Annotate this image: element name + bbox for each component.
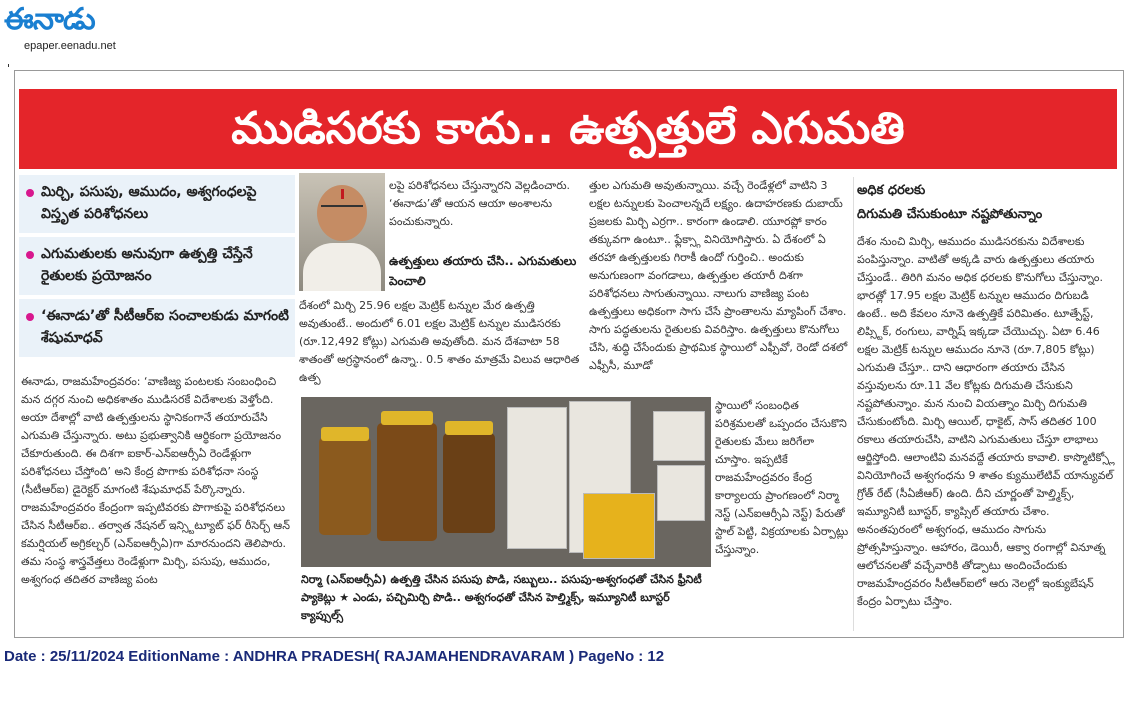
products-photo	[301, 397, 711, 567]
right-subhead-line-1: అధిక ధరలకు	[857, 183, 926, 198]
column-2-subhead-text: ఉత్పత్తులు తయారు చేసి.. ఎగుమతులు పెంచాలి	[389, 254, 577, 288]
column-2-body-text: దేశంలో మిర్చి 25.96 లక్షల మెట్రిక్ టన్నుల మేర ఉత్పత్తి అవుతుంటే.. అందులో 6.01 లక్షల మెట్రిక్ టన్నుల ముడిసరకు (రూ.12,492 కోట్లు) ఎగుమతి అవుతోంది. మన దేశవాటా 58 శాతంతో అగ్రస్థానంలో ఉన్నా.. 0.5 శాతం మాత్రమే విలువ ఆధారిత ఉత్ప	[299, 299, 580, 384]
highlight-item	[19, 237, 295, 295]
box-image	[657, 465, 705, 521]
article-column-1	[21, 373, 293, 631]
photo-glasses	[321, 205, 363, 215]
article-column-2-top	[389, 177, 585, 249]
jar-lid-image	[321, 427, 369, 441]
article-column-2-body	[299, 297, 585, 393]
box-image	[653, 411, 705, 461]
highlight-text: ‘ఈనాడు’తో సీటీఆర్ఐ సంచాలకుడు మాగంటి శేషుమాధవ్	[41, 308, 289, 346]
jar-image	[319, 437, 371, 535]
highlight-text: ఎగుమతులకు అనువుగా ఉత్పత్తి చేస్తేనే రైతులకు ప్రయోజనం	[41, 246, 253, 284]
highlight-item	[19, 175, 295, 233]
article-column-3	[589, 177, 851, 395]
highlight-text: మిర్చి, పసుపు, ఆముదం, అశ్వగంధలపై విస్తృత పరిశోధనలు	[41, 184, 257, 222]
headline: ముడిసరకు కాదు.. ఉత్పత్తులే ఎగుమతి	[19, 89, 1117, 169]
article-column-4	[715, 397, 849, 629]
column-divider	[853, 177, 854, 631]
column-5-text: దేశం నుంచి మిర్చి, ఆముదం ముడిసరకును విదేశాలకు పంపిస్తున్నాం. వాటితో అక్కడి వారు ఉత్పత్తులు తయారు చేస్తుండే.. తిరిగి మనం అధిక ధరలకు కొనుగోలు చేస్తున్నాం. భారత్లో 17.95 లక్షల మెట్రిక్ టన్నుల ఆముదం దిగుబడి ఉంటే.. అది కేవలం నూనె ఉత్పత్తికే పరిమితం. టూత్పేస్ట్, లిప్స్టిక్, రంగులు, వార్నిష్ ఇక్కడా చేయొచ్చు. ఏటా 6.46 లక్షల మెట్రిక్ టన్నుల ఆముదం నూనె (రూ.7,805 కోట్లు) ఎగుమతి చేస్తూ.. దాని ఆధారంగా తయారు చేసిన వస్తువులను రూ.11 వేల కోట్లకు దిగుమతి చేసుకుని నష్టపోతున్నాం. మన నుంచి వియత్నాం మిర్చి దిగుమతి చేసుకుంటోంది. మిర్చి ఆయిల్, ధాకైట్, సాస్ తదితర 100 రకాలు తయారుచేసి, వాటిని ఎగుమతులు చేస్తూ లాభాలు ఆర్జిస్తోంది. ఆలాంటివి మనవద్దే తయారు కావాలి. కాస్మొటిక్స్లో వినియోగించే అశ్వగంధను 9 శాతం క్యుములేటివ్ యాన్యువల్ గ్రోత్ రేట్ (సీఏజీఆర్) ఉంది. దీని చూర్ణంతో హెల్త్మిక్స్, ఇమ్యూనిటీ బూస్టర్, క్యాప్సిల్ తయారు చేశాం. అనంతపురంలో అశ్వగంధ, ఆముదం సాగును ప్రోత్సహిస్తున్నాం. ఆహారం, డెయిరీ, ఆక్వా రంగాల్లో వినూత్న ఆలోచనలతో వచ్చేవారికి తోడ్పాటు అందించేందుకు రాజమహేంద్రవరం సీటీఆర్ఐలో ఆరు నెలల్లో ఇంక్యుబేషన్ కేంద్రం ఏర్పాటు చేస్తాం.	[857, 235, 1115, 608]
turmeric-pack-image	[583, 493, 655, 559]
jar-lid-image	[381, 411, 433, 425]
news-clipping	[14, 70, 1124, 638]
jar-image	[443, 433, 495, 533]
photo-caption	[301, 571, 711, 625]
article-column-5	[857, 233, 1117, 631]
column-4-text: స్థాయిలో సంబంధిత పరిశ్రమలతో ఒప్పందం చేసుకొని రైతులకు మేలు జరిగేలా చూస్తాం. ఇప్పటికే రాజమహేంద్రవరం కేంద్ర కార్యాలయ ప్రాంగణంలో నిర్మా నెస్ట్ (ఎన్ఐఆర్సీఏ నెస్ట్) పేరుతో స్టాల్ పెట్టి, విక్రయాలకు ఏర్పాట్లు చేస్తున్నాం.	[715, 399, 849, 556]
photo-tilak	[341, 189, 344, 199]
column-3-text: త్తుల ఎగుమతి అవుతున్నాయి. వచ్చే రెండేళ్లలో వాటిని 3 లక్షల టన్నులకు పెంచాలన్నదే లక్ష్యం. ఉదాహరణకు దుబాయ్ ప్రజలకు మిర్చి ఎర్రగా.. కారంగా ఉండాలి. యూరప్లో కారం తక్కువగా ఉంటూ.. ఫ్లేక్స్గా వినియోగిస్తారు. ఏ దేశంలో ఏ తరహా ఉత్పత్తులకు గిరాకీ ఉందో గుర్తించి.. అందుకు అనుగుణంగా వంగడాలు, ఉత్పత్తుల తయారీ దిశగా పరిశోధనలు సాగుతున్నాయి. నాలుగు వాణిజ్య పంట ఉత్పత్తులు అధికంగా సాగు చేసే ప్రాంతాలను మ్యాపింగ్ చేశాం. సాగు పద్ధతులను రైతులకు వివరిస్తాం. ఉత్పత్తులు కొనుగోలు చేసి, శుద్ధి చేసేందుకు ప్రాథమిక స్థాయిలో ఎఫ్పీవో, రెండో దశలో ఎఫ్పీసీ, మూడో	[589, 179, 848, 372]
right-subhead-line-2: దిగుమతి చేసుకుంటూ నష్టపోతున్నాం	[857, 207, 1043, 222]
site-url: epaper.eenadu.net	[24, 40, 116, 52]
highlights-box	[19, 175, 295, 361]
bullet-dot-icon	[26, 189, 34, 197]
bullet-dot-icon	[26, 251, 34, 259]
bullet-dot-icon	[26, 313, 34, 321]
pack-image	[507, 407, 567, 549]
brand-name: ఈనాడు	[4, 2, 95, 37]
director-photo	[299, 173, 385, 291]
jar-image	[377, 423, 437, 541]
photo-shirt	[303, 243, 381, 291]
footer-info: Date : 25/11/2024 EditionName : ANDHRA PRADESH( RAJAMAHENDRAVARAM ) PageNo : 12	[4, 648, 665, 665]
photo-caption-text: నిర్మా (ఎన్ఐఆర్సీఏ) ఉత్పత్తి చేసిన పసుపు పొడి, సబ్బులు.. పసుపు-అశ్వగంధతో చేసిన ఫ్రీనిటీ ప్యాకెట్లు ★ ఎండు, పచ్చిమిర్చి పొడి.. అశ్వగంధతో చేసిన హెల్త్మిక్స్, ఇమ్యూనిటీ బూస్టర్ క్యాప్సుల్స్	[301, 573, 702, 622]
corner-mark	[8, 64, 9, 67]
column-1-text: ఈనాడు, రాజమహేంద్రవరం: ‘వాణిజ్య పంటలకు సంబంధించి మన దగ్గర నుంచి అధికశాతం ముడిసరకే విదేశాలకు వెళ్తోంది. అయా దేశాల్లో వాటి ఉత్పత్తులను స్థానికంగానే తయారుచేసి ఎగుమతి చేస్తున్నారు. అటు ప్రభుత్వానికి ఆర్థికంగా ప్రయోజనం చేకూరుతుంది. ఈ దిశగా ఐకార్-ఎన్ఐఆర్సీఏ రెండేళ్లుగా పరిశోధనలు చేస్తోంది’ అని కేంద్ర పొగాకు పరిశోధనా సంస్థ (సీటీఆర్ఐ) డైరెక్టర్ మాగంటి శేషుమాధవ్ పేర్కొన్నారు. రాజమహేంద్రవరం కేంద్రంగా ఇప్పటివరకు పొగాకుపై పరిశోధనలు చేసిన సీటీఆర్ఐ.. తర్వాత నేషనల్ ఇన్స్టిట్యూట్ ఫర్ రీసెర్చ్ ఆన్ కమర్షియల్ అగ్రికల్చర్ (ఎన్ఐఆర్సీఏ)గా మారనుందని తెలిపారు. తమ సంస్థ శాస్త్రవేత్తలు రెండేళ్లుగా మిర్చి, పసుపు, ఆముదం, అశ్వగంధ తదితర వాణిజ్య పంట	[21, 375, 290, 586]
column-2-subhead	[389, 251, 585, 295]
highlight-item	[19, 299, 295, 357]
right-subhead	[857, 179, 1042, 227]
jar-lid-image	[445, 421, 493, 435]
column-2-top-text: లపై పరిశోధనలు చేస్తున్నారని వెల్లడించారు. ‘ఈనాడు’తో ఆయన ఆయా అంశాలను పంచుకున్నారు.	[389, 179, 571, 228]
eenadu-logo[interactable]	[4, 2, 144, 58]
